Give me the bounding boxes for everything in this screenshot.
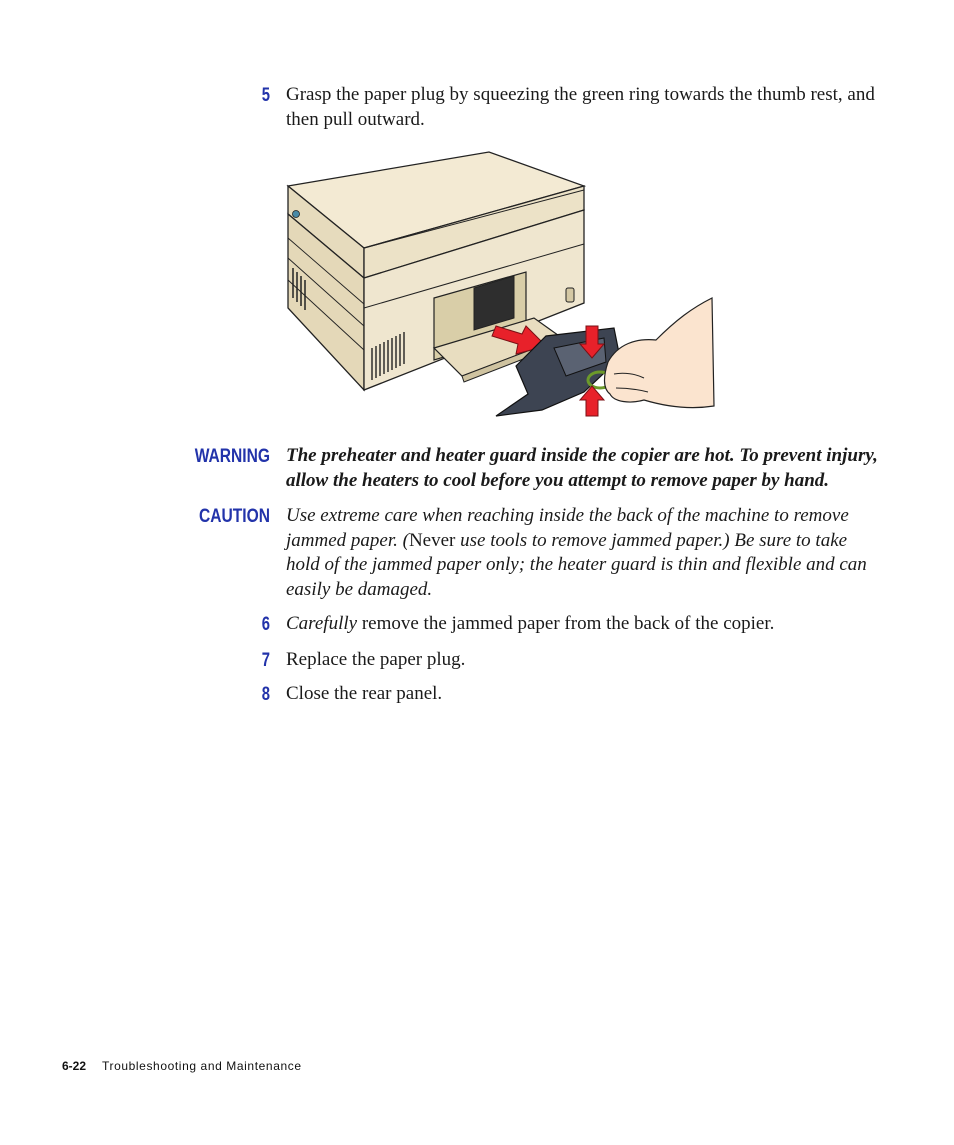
step-number-8: 8 — [261, 684, 270, 705]
step-6-rest: remove the jammed paper from the back of the copier. — [357, 613, 775, 634]
warning-label: WARNING — [194, 446, 270, 467]
caution-text-part-2: use tools to remove jammed paper.) Be sure to take hold of the jammed paper only; the heater guard is thin and flexible and can easily be damaged. — [286, 529, 867, 600]
step-number-5: 5 — [261, 85, 270, 106]
caution-text-part-1: Use extreme care when reaching inside the back of the machine to remove jammed paper. ( — [286, 505, 849, 551]
footer-page-number: 6-22 — [62, 1059, 87, 1073]
step-number-7: 7 — [261, 650, 270, 671]
caution-label: CAUTION — [199, 506, 270, 527]
step-text-6 — [286, 612, 876, 637]
caution-never: Never — [408, 529, 456, 551]
step-text-7: Replace the paper plug. — [286, 649, 466, 670]
copier-paper-plug-illustration — [284, 148, 716, 422]
warning-text: The preheater and heater guard inside the copier are hot. To prevent injury, allow the heaters to cool before you attempt to remove paper by hand. — [286, 445, 878, 491]
step-text-8: Close the rear panel. — [286, 683, 443, 704]
step-6-emphasis: Carefully — [286, 613, 358, 634]
step-number-6: 6 — [261, 614, 270, 635]
footer-section-title: Troubleshooting and Maintenance — [102, 1059, 302, 1073]
step-text-5: Grasp the paper plug by squeezing the green ring towards the thumb rest, and then pull outward. — [286, 84, 875, 130]
caution-text — [286, 504, 874, 602]
